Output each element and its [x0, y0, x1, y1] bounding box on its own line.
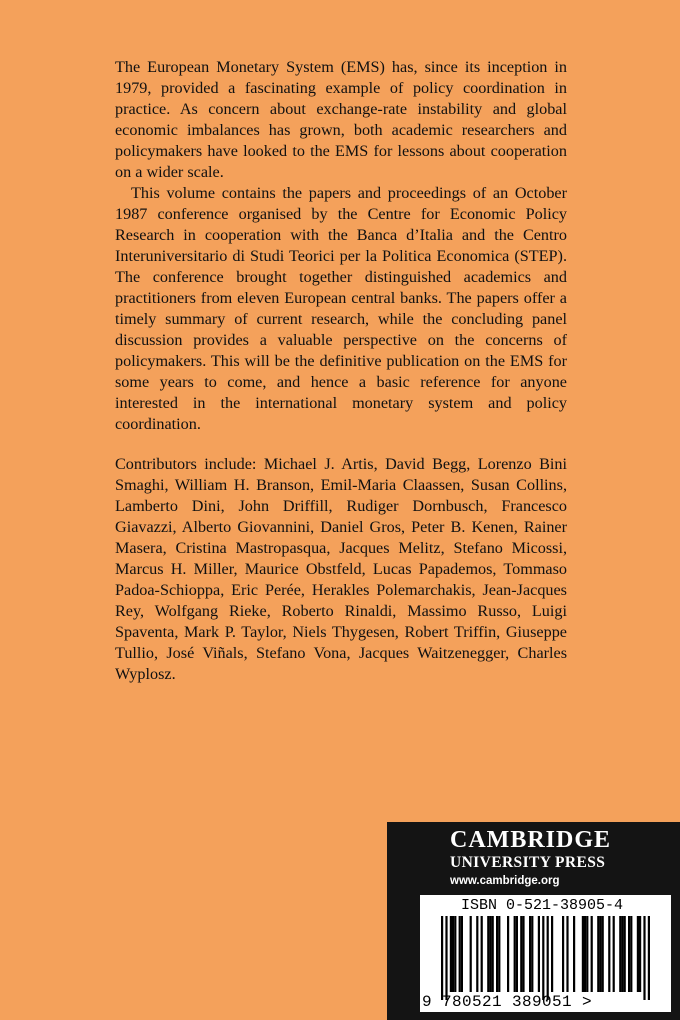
barcode-bar: [566, 916, 568, 992]
barcode-bar: [584, 916, 586, 992]
barcode-bar: [613, 916, 615, 992]
barcode-bar: [487, 916, 489, 992]
barcode-bar: [514, 916, 516, 992]
barcode-bar: [492, 916, 494, 992]
barcode-bar: [562, 916, 564, 992]
contributors-list: Contributors include: Michael J. Artis, David Begg, Lorenzo Bini Smaghi, William H. Branson, Emil-Maria Claassen, Susan Collins, Lamberto Dini, John Driffill, Rudiger Dornbusch, Francesco Giavazzi, Alberto Giovannini, Daniel Gros, Peter B. Kenen, Rainer Masera, Cristina Mastropasqua, Jacques Melitz, Stefano Micossi, Marcus H. Miller, Maurice Obstfeld, Lucas Papademos, Tommaso Padoa-Schioppa, Eric Perée, Herakles Polemarchakis, Jean-Jacques Rey, Wolfgang Rieke, Roberto Rinaldi, Massimo Russo, Luigi Spaventa, Mark P. Taylor, Niels Thygesen, Robert Triffin, Giuseppe Tullio, José Viñals, Stefano Vona, Jacques Waitzenegger, Charles Wyplosz.: [115, 455, 567, 683]
publisher-logo-subtitle: UNIVERSITY PRESS: [450, 854, 606, 871]
barcode-bar: [516, 916, 518, 992]
blurb-paragraph-1: The European Monetary System (EMS) has, since its inception in 1979, provided a fascinating example of policy coordination in practice. As concern about exchange-rate instability and global economic imbalances has grown, both academic researchers and policymakers have looked to the EMS for lessons about cooperation on a wider scale.: [115, 58, 567, 181]
barcode-bar: [520, 916, 522, 992]
barcode-bar: [531, 916, 533, 992]
publisher-block: [387, 822, 680, 1020]
barcode-bar: [529, 916, 531, 992]
barcode-bar: [628, 916, 630, 992]
isbn-label: ISBN 0-521-38905-4: [461, 897, 624, 914]
barcode-bar: [522, 916, 524, 992]
barcode-bar: [452, 916, 454, 992]
barcode-guard-bar: [648, 916, 650, 1000]
barcode-bar: [621, 916, 623, 992]
barcode-guard-bar: [441, 916, 443, 1000]
barcode-digits: 9 780521 389051 >: [422, 993, 593, 1011]
publisher-logo-name: CAMBRIDGE: [450, 827, 612, 853]
barcode-bar: [481, 916, 483, 992]
barcode-bar: [619, 916, 621, 992]
barcode-bar: [630, 916, 632, 992]
barcode-bar: [608, 916, 610, 992]
barcode-bar: [498, 916, 500, 992]
barcode-bar: [489, 916, 491, 992]
barcode-bar: [538, 916, 540, 992]
barcode-bar: [459, 916, 461, 992]
barcode-bar: [507, 916, 509, 992]
barcode-guard-bar: [643, 916, 645, 1000]
barcode-bar: [582, 916, 584, 992]
barcode-guard-bar: [542, 916, 544, 1000]
barcode-bar: [551, 916, 553, 992]
barcode-bar: [597, 916, 599, 992]
barcode-guard-bar: [445, 916, 447, 1000]
barcode-bar: [476, 916, 478, 992]
barcode-bar: [639, 916, 641, 992]
blurb-paragraph-2: This volume contains the papers and proceedings of an October 1987 conference organised by the Centre for Economic Policy Research in cooperation with the Banca d’Italia and the Centro Interuniversitario di Studi Teorici per la Politica Economica (STEP). The conference brought together distinguished academics and practitioners from eleven European central banks. The papers offer a timely summary of current research, while the concluding panel discussion provides a valuable perspective on the concerns of policymakers. This will be the definitive publication on the EMS for some years to come, and hence a basic reference for anyone interested in the international monetary system and policy coordination.: [115, 184, 567, 433]
barcode-bar: [461, 916, 463, 992]
barcode-bar: [450, 916, 452, 992]
barcode-bar: [599, 916, 601, 992]
barcode-bar: [470, 916, 472, 992]
barcode-guard-bar: [547, 916, 549, 1000]
barcode-bar: [591, 916, 593, 992]
barcode-bar: [586, 916, 588, 992]
blurb-text: [115, 57, 567, 685]
barcode-bar: [637, 916, 639, 992]
barcode-panel: [420, 895, 671, 1012]
barcode-bar: [573, 916, 575, 992]
barcode-bar: [454, 916, 456, 992]
publisher-url: www.cambridge.org: [450, 875, 560, 887]
barcode-bar: [624, 916, 626, 992]
barcode-bar: [496, 916, 498, 992]
barcode-bar: [602, 916, 604, 992]
